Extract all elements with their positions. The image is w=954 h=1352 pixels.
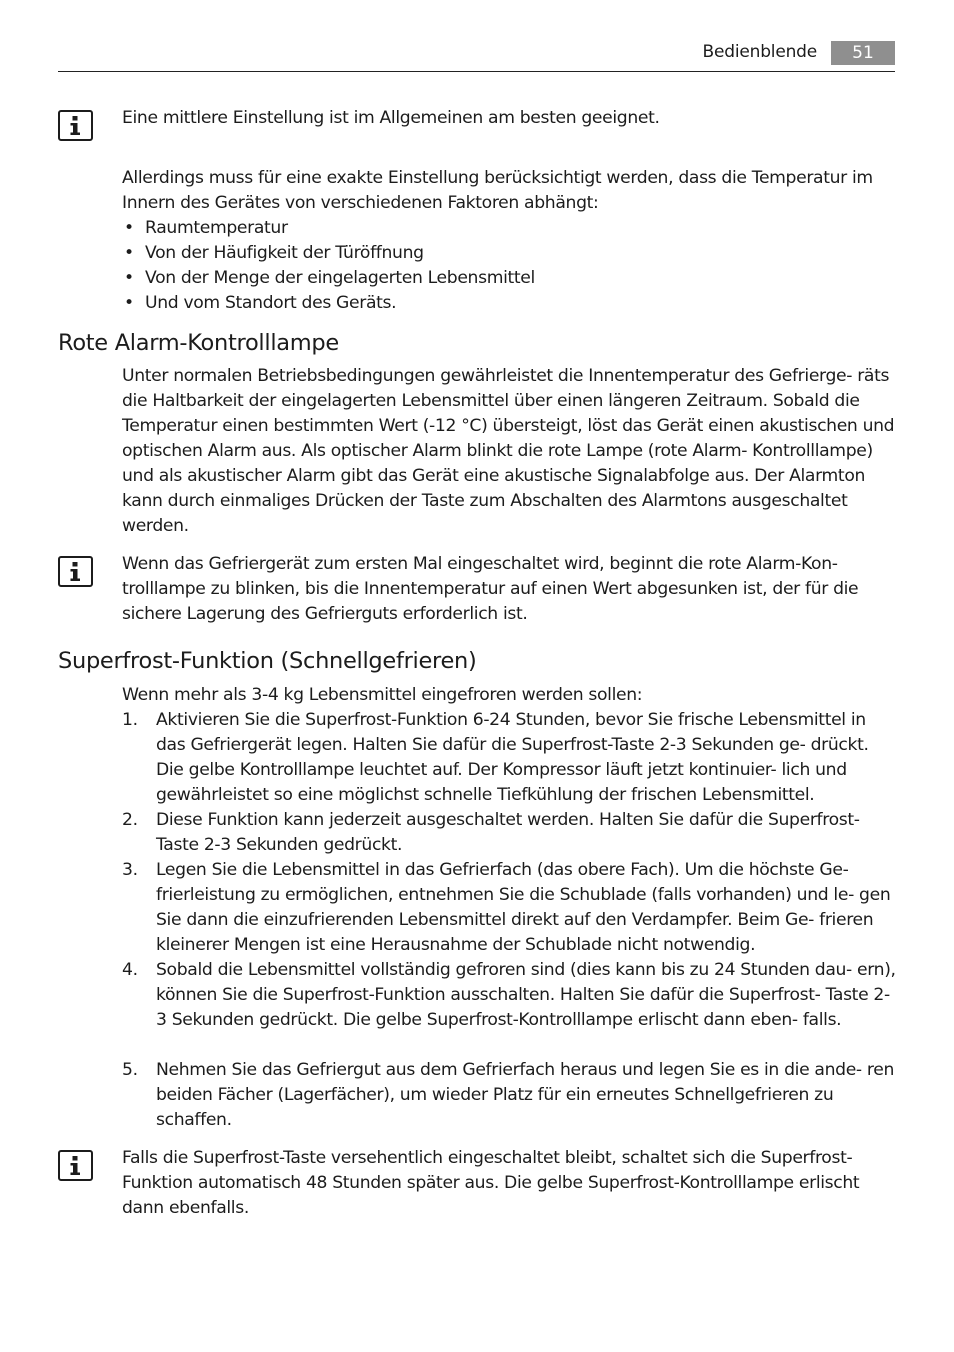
info-icon bbox=[58, 1150, 93, 1181]
info-note-text: Wenn das Gefriergerät zum ersten Mal eingeschaltet wird, beginnt die rote Alarm-Kon- trolllampe zu blinken, bis die Innentemperatur auf einen Wert abgesunken ist, der für die sichere Lagerung des Gefrierguts erforderlich ist. bbox=[122, 554, 859, 624]
info-icon bbox=[58, 110, 93, 141]
page-header bbox=[58, 40, 895, 72]
superfrost-heading: Superfrost-Funktion (Schnellgefrieren) bbox=[58, 648, 477, 674]
page-number: 51 bbox=[831, 41, 895, 65]
info-note-text: Eine mittlere Einstellung ist im Allgemeinen am besten geeignet. bbox=[122, 108, 660, 128]
info-note-text: Falls die Superfrost-Taste versehentlich eingeschaltet bleibt, schaltet sich die Superfrost- Funktion automatisch 48 Stunden später aus. Die gelbe Superfrost-Kontrolllampe erlischt dann ebenfalls. bbox=[122, 1148, 860, 1218]
intro-paragraph: Allerdings muss für eine exakte Einstellung berücksichtigt werden, dass die Temperatur im Innern des Gerätes von verschiedenen Faktoren abhängt: bbox=[122, 168, 873, 213]
info-icon bbox=[58, 556, 93, 587]
section-title: Bedienblende bbox=[702, 42, 817, 62]
superfrost-intro: Wenn mehr als 3-4 kg Lebensmittel eingefroren werden sollen: bbox=[122, 685, 643, 705]
alarm-heading: Rote Alarm-Kontrolllampe bbox=[58, 330, 339, 356]
alarm-paragraph: Unter normalen Betriebsbedingungen gewährleistet die Innentemperatur des Gefrierge- räts die Haltbarkeit der eingelagerten Lebensmittel über einen längeren Zeitraum. Sobald die Temperatur einen bestimmten Wert (-12 °C) übersteigt, löst das Gerät einen akustischen und optischen Alarm aus. Als optischer Alarm blinkt die rote Lampe (rote Alarm- Kontrolllampe) und als akustischer Alarm gibt das Gerät eine akustische Signalabfolge aus. Der Alarmton kann durch einmaliges Drücken der Taste zum Abschalten des Alarmtons ausgeschaltet werden. bbox=[122, 366, 895, 536]
